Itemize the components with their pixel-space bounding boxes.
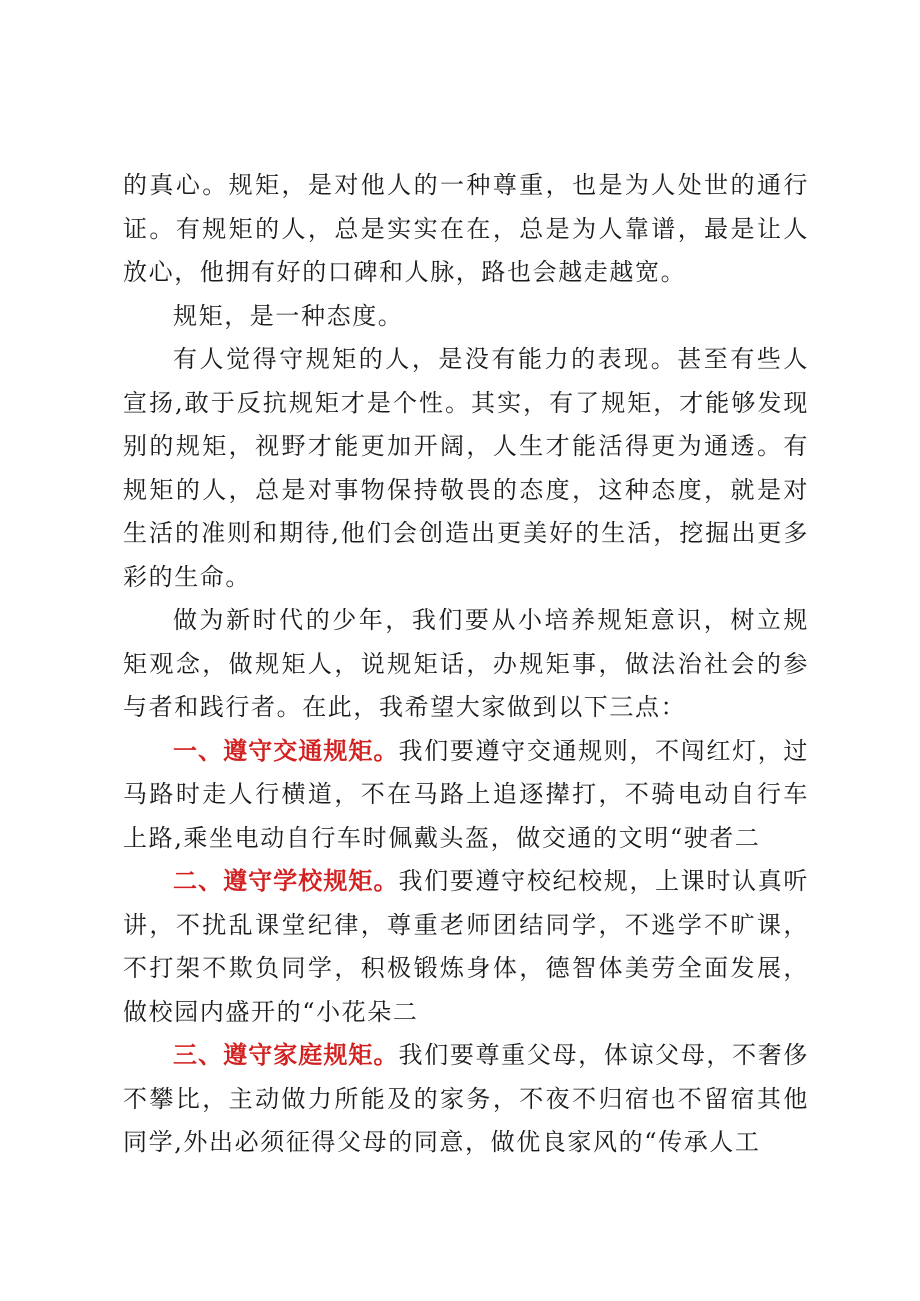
paragraph-text: 我们要遵守交通规则，不闯红灯，过马路时走人行横道，不在马路上追逐撵打，不骑电动自行车上路,乘坐电动自行车时佩戴头盔，做交通的文明“驶者二: [123, 736, 809, 852]
document-body: [123, 164, 809, 1165]
paragraph-continuation: [123, 164, 809, 295]
paragraph-school-rules: [123, 860, 809, 1034]
section-heading-school: 二、遵守学校规矩。: [173, 867, 399, 895]
paragraph-text: 有人觉得守规矩的人，是没有能力的表现。甚至有些人宣扬,敢于反抗规矩才是个性。其实，有了规矩，才能够发现别的规矩，视野才能更加开阔，人生才能活得更为通透。有规矩的人，总是对事物保持敬畏的态度，这种态度，就是对生活的准则和期待,他们会创造出更美好的生活，挖掘出更多彩的生命。: [123, 345, 809, 591]
paragraph-family-rules: [123, 1034, 809, 1165]
paragraph-attitude-detail: [123, 338, 809, 599]
section-heading-traffic: 一、遵守交通规矩。: [173, 736, 399, 765]
paragraph-text: 我们要尊重父母，体谅父母，不奢侈不攀比，主动做力所能及的家务，不夜不归宿也不留宿其他同学,外出必须征得父母的同意，做优良家风的“传承人工: [123, 1041, 809, 1156]
paragraph-text: 做为新时代的少年，我们要从小培养规矩意识，树立规矩观念，做规矩人，说规矩话，办规矩事，做法治社会的参与者和践行者。在此，我希望大家做到以下三点：: [123, 606, 809, 721]
paragraph-traffic-rules: [123, 730, 809, 861]
paragraph-text: 我们要遵守校纪校规，上课时认真听讲，不扰乱课堂纪律，尊重老师团结同学，不逃学不旷课，不打架不欺负同学，积极锻炼身体，德智体美劳全面发展，做校园内盛开的“小花朵二: [123, 867, 809, 1026]
paragraph-new-era-youth: [123, 599, 809, 730]
paragraph-text: 规矩，是一种态度。: [173, 301, 404, 330]
section-heading-family: 三、遵守家庭规矩。: [173, 1041, 399, 1069]
paragraph-text: 的真心。规矩，是对他人的一种尊重，也是为人处世的通行证。有规矩的人，总是实实在在，总是为人靠谱，最是让人放心，他拥有好的口碑和人脉，路也会越走越宽。: [123, 171, 809, 286]
paragraph-attitude-statement: [123, 295, 809, 339]
